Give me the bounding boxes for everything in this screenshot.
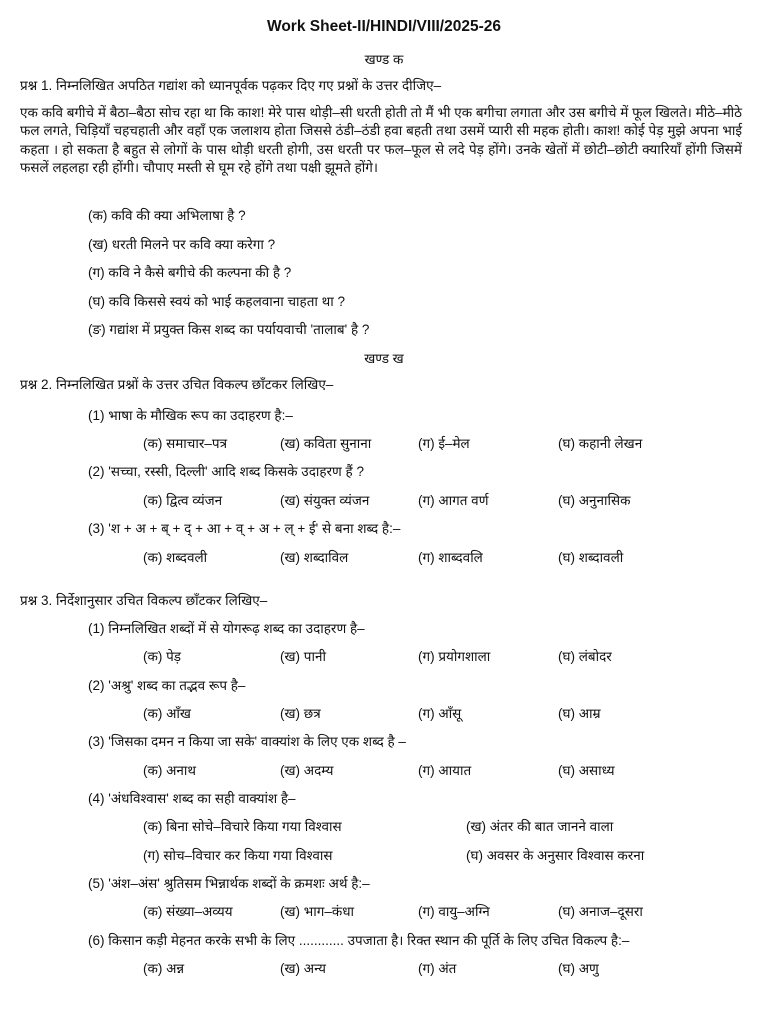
q2-subquestion: (1) भाषा के मौखिक रूप का उदाहरण है:– bbox=[88, 408, 293, 423]
q3-subquestion: (1) निम्नलिखित शब्दों में से योगरूढ़ शब्द का उदाहरण है– bbox=[88, 621, 365, 636]
q3-option: (ख) छत्र bbox=[280, 706, 321, 721]
q2-option: (क) शब्दवली bbox=[143, 550, 208, 565]
q3-subquestion: (4) 'अंधविश्वास' शब्द का सही वाक्यांश है– bbox=[88, 791, 296, 806]
q3-option: (ख) अदम्य bbox=[280, 763, 334, 778]
q2-option: (घ) अनुनासिक bbox=[558, 493, 631, 508]
q3-option: (क) अनाथ bbox=[143, 763, 197, 778]
q2-option: (ख) शब्दाविल bbox=[280, 550, 349, 565]
q3-subquestion: (3) 'जिसका दमन न किया जा सके' वाक्यांश के लिए एक शब्द है – bbox=[88, 734, 406, 749]
section-a-heading: खण्ड क bbox=[364, 52, 404, 67]
q3-option: (ख) भाग–कंधा bbox=[280, 904, 355, 919]
q1-passage: एक कवि बगीचे में बैठा–बैठा सोच रहा था कि काश! मेरे पास थोड़ी–सी धरती होती तो मैं भी एक बगीचा लगाता और उस बगीचे में फूल खिलते। मीठे–मीठे फल लगते, चिड़ियाँ चहचहाती और वहाँ एक जलाशय होता जिससे ठंडी–ठंडी हवा बहती तथा उसमें प्यारी सी महक होती। काश! कोई पेड़ मुझे अपना भाई कहता । हो सकता है बहुत से लोगों के पास थोड़ी धरती होगी, उस धरती पर फल–फूल से लदे पेड़ होंगे। उनके खेतों में छोटी–छोटी क्यारियाँ होंगी जिसमें फसलें लहलहा रही होंगी। चौपाए मस्ती से घूम रहे होंगे तथा पक्षी झूमते होंगे। bbox=[20, 105, 742, 175]
q2-option: (घ) शब्दावली bbox=[558, 550, 624, 565]
q3-option: (घ) अवसर के अनुसार विश्वास करना bbox=[466, 848, 645, 863]
q1-question: (ग) कवि ने कैसे बगीचे की कल्पना की है ? bbox=[88, 265, 292, 280]
q3-option: (ख) पानी bbox=[280, 649, 326, 664]
q2-subquestion: (3) 'श + अ + ब् + द् + आ + व् + अ + ल् + ई' से बना शब्द है:– bbox=[88, 521, 401, 536]
q2-option: (ग) शाब्दवलि bbox=[418, 550, 483, 565]
q3-subquestion: (5) 'अंश–अंस' श्रुतिसम भिन्नार्थक शब्दों के क्रमशः अर्थ है:– bbox=[88, 876, 370, 891]
q2-option: (क) समाचार–पत्र bbox=[143, 436, 228, 451]
q2-prompt: प्रश्न 2. निम्नलिखित प्रश्नों के उत्तर उचित विकल्प छाँटकर लिखिए– bbox=[20, 377, 334, 392]
q1-question: (ख) धरती मिलने पर कवि क्या करेगा ? bbox=[88, 237, 276, 252]
q3-option: (क) आँख bbox=[143, 706, 191, 721]
q1-question: (ङ) गद्यांश में प्रयुक्त किस शब्द का पर्यायवाची 'तालाब' है ? bbox=[88, 322, 370, 337]
q3-option: (घ) अनाज–दूसरा bbox=[558, 904, 643, 919]
q3-option: (ग) आँसू bbox=[418, 706, 462, 721]
q2-option: (क) द्वित्व व्यंजन bbox=[143, 493, 223, 508]
q1-prompt: प्रश्न 1. निम्नलिखित अपठित गद्यांश को ध्यानपूर्वक पढ़कर दिए गए प्रश्नों के उत्तर दीजिए– bbox=[20, 78, 442, 93]
q3-option: (क) संख्या–अव्यय bbox=[143, 904, 233, 919]
q3-option: (ग) अंत bbox=[418, 961, 457, 976]
q2-subquestion: (2) 'सच्चा, रस्सी, दिल्ली' आदि शब्द किसके उदाहरण हैं ? bbox=[88, 464, 364, 479]
q3-option: (क) अन्न bbox=[143, 961, 185, 976]
q3-option: (ख) अन्य bbox=[280, 961, 326, 976]
q2-option: (ख) कविता सुनाना bbox=[280, 436, 372, 451]
q3-option: (क) पेड़ bbox=[143, 649, 182, 664]
q3-option: (ग) प्रयोगशाला bbox=[418, 649, 491, 664]
q3-option: (घ) लंबोदर bbox=[558, 649, 612, 664]
q3-option: (घ) अणु bbox=[558, 961, 599, 976]
worksheet-title: Work Sheet-II/HINDI/VIII/2025-26 bbox=[266, 18, 501, 35]
q1-question: (घ) कवि किससे स्वयं को भाई कहलवाना चाहता था ? bbox=[88, 294, 346, 309]
q3-option: (ख) अंतर की बात जानने वाला bbox=[466, 819, 614, 834]
q3-subquestion: (6) किसान कड़ी मेहनत करके सभी के लिए ............ उपजाता है। रिक्त स्थान की पूर्ति के लिए उचित विकल्प है:– bbox=[88, 933, 630, 948]
q3-option: (क) बिना सोचे–विचारे किया गया विश्वास bbox=[143, 819, 342, 834]
q3-option: (घ) असाध्य bbox=[558, 763, 615, 778]
q3-subquestion: (2) 'अश्रु' शब्द का तद्भव रूप है– bbox=[88, 678, 246, 693]
q3-option: (ग) वायु–अग्नि bbox=[418, 904, 490, 919]
q3-option: (ग) आयात bbox=[418, 763, 472, 778]
section-b-heading: खण्ड ख bbox=[364, 351, 404, 366]
q2-option: (ग) ई–मेल bbox=[418, 436, 470, 451]
q3-option: (ग) सोच–विचार कर किया गया विश्वास bbox=[143, 848, 333, 863]
q2-option: (ग) आगत वर्ण bbox=[418, 493, 489, 508]
q3-option: (घ) आम्र bbox=[558, 706, 601, 721]
q3-prompt: प्रश्न 3. निर्देशानुसार उचित विकल्प छाँटकर लिखिए– bbox=[20, 593, 268, 608]
q2-option: (घ) कहानी लेखन bbox=[558, 436, 643, 451]
q1-question: (क) कवि की क्या अभिलाषा है ? bbox=[88, 208, 246, 223]
q2-option: (ख) संयुक्त व्यंजन bbox=[280, 493, 370, 508]
